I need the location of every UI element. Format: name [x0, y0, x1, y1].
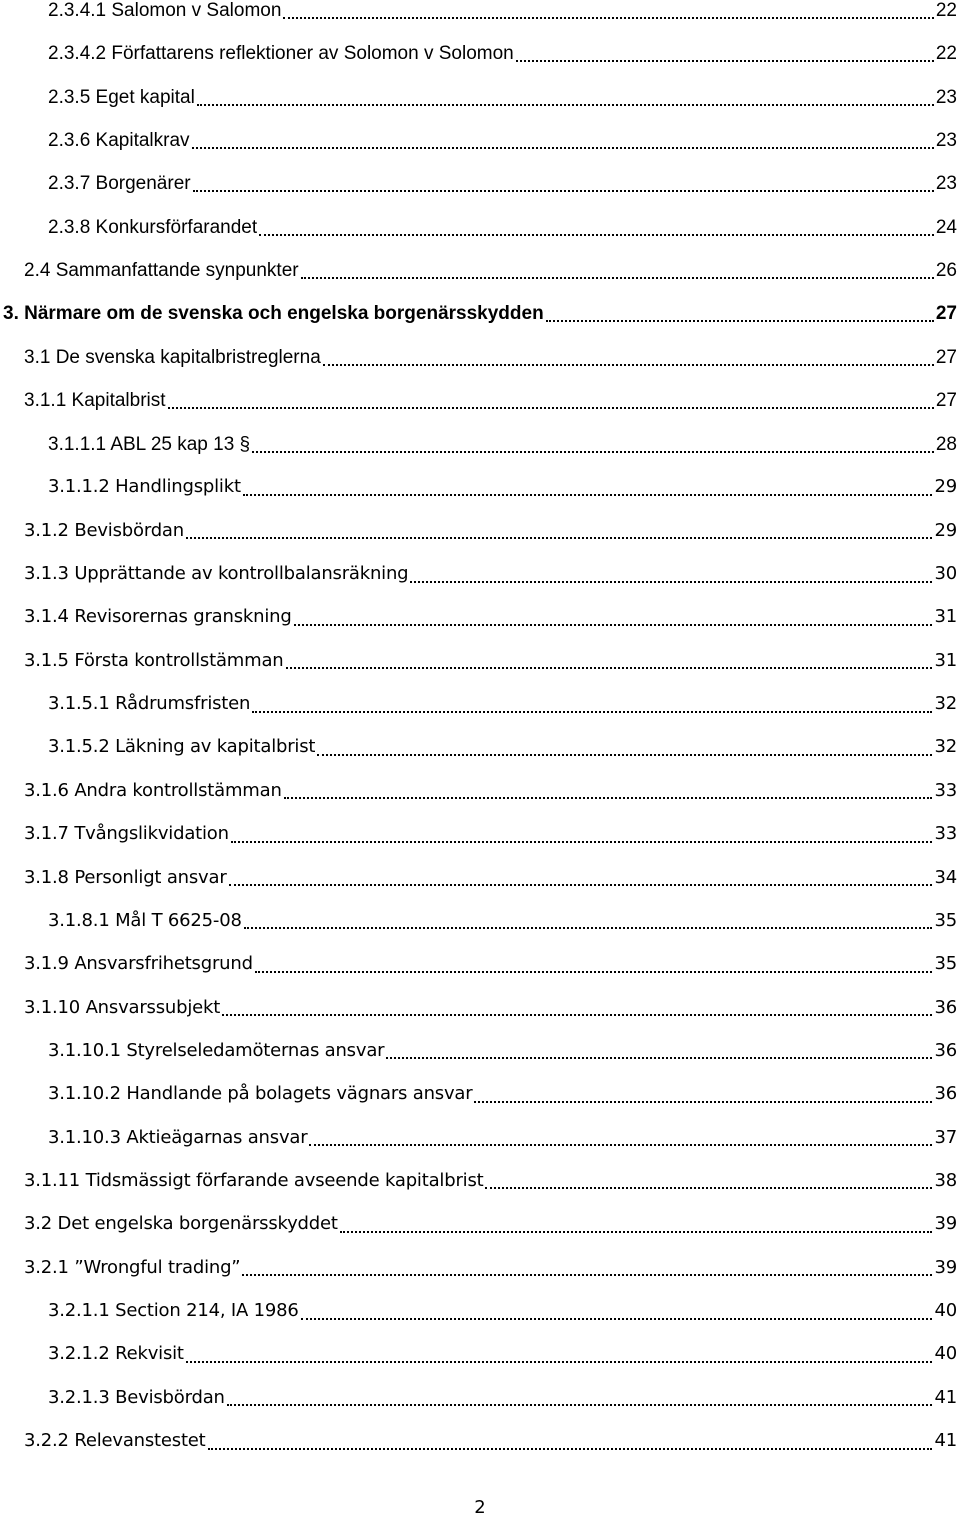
toc-entry[interactable] [48, 1073, 957, 1116]
toc-entry-page: 33 [934, 779, 957, 801]
toc-dot-leader [317, 726, 932, 769]
toc-dot-leader [229, 856, 933, 899]
toc-entry[interactable] [24, 553, 957, 596]
toc-entry-title: 3.1.7 Tvångslikvidation [24, 823, 229, 845]
toc-entry[interactable] [48, 119, 957, 162]
toc-entry-title: 2.3.4.1 Salomon v Salomon [48, 0, 282, 21]
toc-dot-leader [410, 553, 932, 596]
toc-dot-leader [222, 986, 932, 1029]
toc-entry-title: 3.1.1.1 ABL 25 kap 13 § [48, 433, 251, 455]
toc-entry[interactable] [48, 423, 957, 466]
toc-dot-leader [286, 639, 933, 682]
toc-entry-page: 29 [934, 519, 957, 541]
toc-entry[interactable] [48, 899, 957, 942]
toc-entry[interactable] [24, 1203, 957, 1246]
toc-entry-page: 24 [935, 216, 957, 238]
toc-entry-title: 3.1.9 Ansvarsfrihetsgrund [24, 953, 253, 975]
toc-dot-leader [197, 76, 934, 119]
toc-dot-leader [485, 1159, 932, 1202]
toc-entry[interactable] [24, 1159, 957, 1202]
toc-entry-page: 40 [934, 1343, 957, 1365]
toc-entry[interactable] [48, 76, 957, 119]
toc-entry-title: 3.1 De svenska kapitalbristreglerna [24, 346, 321, 368]
toc-entry-page: 33 [934, 823, 957, 845]
toc-entry-page: 29 [934, 476, 957, 498]
toc-entry[interactable] [48, 466, 957, 509]
toc-dot-leader [193, 162, 934, 205]
toc-entry-page: 32 [934, 693, 957, 715]
toc-entry[interactable] [48, 1333, 957, 1376]
toc-dot-leader [168, 379, 934, 422]
toc-entry[interactable] [24, 596, 957, 639]
toc-entry-page: 39 [934, 1256, 957, 1278]
toc-entry[interactable] [48, 32, 957, 75]
toc-dot-leader [252, 423, 934, 466]
toc-entry-title: 3.1.2 Bevisbördan [24, 519, 184, 541]
toc-entry[interactable] [48, 683, 957, 726]
toc-entry-title: 2.3.8 Konkursförfarandet [48, 216, 258, 238]
toc-dot-leader [244, 899, 933, 942]
toc-entry-page: 28 [935, 433, 957, 455]
toc-dot-leader [231, 813, 933, 856]
toc-entry[interactable] [24, 509, 957, 552]
toc-entry-page: 34 [934, 866, 957, 888]
toc-entry[interactable] [24, 986, 957, 1029]
toc-entry-title: 3.2.1.2 Rekvisit [48, 1343, 184, 1365]
toc-entry[interactable] [48, 0, 957, 32]
toc-entry-page: 37 [934, 1126, 957, 1148]
toc-entry[interactable] [24, 639, 957, 682]
toc-entry-title: 3.1.10.3 Aktieägarnas ansvar [48, 1126, 308, 1148]
toc-entry-title: 2.3.4.2 Författarens reflektioner av Solomon v Solomon [48, 43, 514, 65]
toc-dot-leader [186, 509, 933, 552]
toc-entry[interactable] [48, 1029, 957, 1072]
toc-entry[interactable] [24, 1420, 957, 1463]
toc-entry-page: 27 [935, 303, 957, 325]
toc-entry-title: 3.1.5.2 Läkning av kapitalbrist [48, 736, 316, 758]
toc-dot-leader [208, 1420, 933, 1463]
toc-entry-page: 36 [934, 1083, 957, 1105]
toc-dot-leader [227, 1376, 933, 1419]
toc-entry-page: 31 [934, 606, 957, 628]
toc-entry-title: 3.1.8 Personligt ansvar [24, 866, 227, 888]
toc-entry-title: 3.2.1 ”Wrongful trading” [24, 1256, 241, 1278]
toc-entry-title: 3.2.1.1 Section 214, IA 1986 [48, 1300, 299, 1321]
toc-entry-page: 31 [934, 649, 957, 671]
toc-entry-title: 2.3.6 Kapitalkrav [48, 130, 190, 152]
toc-entry-title: 3.1.3 Upprättande av kontrollbalansräkning [24, 563, 409, 585]
toc-entry[interactable] [48, 206, 957, 249]
toc-entry-page: 41 [934, 1386, 957, 1408]
toc-entry[interactable] [48, 726, 957, 769]
toc-entry-page: 38 [934, 1169, 957, 1191]
toc-dot-leader [255, 943, 933, 986]
toc-dot-leader [242, 1246, 932, 1289]
toc-entry-title: 3.1.1 Kapitalbrist [24, 390, 166, 412]
toc-entry[interactable] [24, 379, 957, 422]
toc-entry[interactable] [24, 856, 957, 899]
toc-dot-leader [386, 1029, 932, 1072]
toc-dot-leader [301, 1290, 933, 1333]
toc-entry-page: 40 [934, 1300, 957, 1321]
toc-entry-title: 2.4 Sammanfattande synpunkter [24, 260, 299, 282]
toc-dot-leader [474, 1073, 932, 1116]
toc-entry[interactable] [24, 336, 957, 379]
toc-entry-page: 35 [934, 909, 957, 931]
toc-entry-title: 3.1.11 Tidsmässigt förfarande avseende kapitalbrist [24, 1169, 484, 1191]
toc-dot-leader [283, 0, 933, 32]
toc-dot-leader [323, 336, 934, 379]
toc-entry-title: 3.1.10 Ansvarssubjekt [24, 996, 221, 1018]
toc-entry[interactable] [48, 1290, 957, 1333]
toc-entry-page: 36 [934, 996, 957, 1018]
toc-entry-title: 3.1.10.1 Styrelseledamöternas ansvar [48, 1039, 385, 1061]
toc-entry[interactable] [3, 292, 957, 335]
toc-entry-title: 3.1.1.2 Handlingsplikt [48, 476, 241, 498]
toc-entry-title: 3.1.8.1 Mål T 6625-08 [48, 909, 242, 931]
toc-entry-title: 3.1.5 Första kontrollstämman [24, 649, 284, 671]
toc-entry-page: 39 [934, 1213, 957, 1235]
toc-entry-title: 3.1.10.2 Handlande på bolagets vägnars ansvar [48, 1083, 473, 1105]
toc-entry-page: 36 [934, 1039, 957, 1061]
toc-dot-leader [516, 32, 934, 75]
toc-dot-leader [252, 683, 932, 726]
toc-dot-leader [186, 1333, 933, 1376]
toc-entry-page: 22 [935, 43, 957, 65]
toc-entry[interactable] [24, 769, 957, 812]
toc-dot-leader [284, 769, 933, 812]
toc-dot-leader [243, 466, 933, 509]
toc-entry-title: 3.1.6 Andra kontrollstämman [24, 779, 282, 801]
toc-entry-page: 27 [935, 346, 957, 368]
toc-dot-leader [309, 1116, 932, 1159]
toc-entry-page: 30 [934, 563, 957, 585]
toc-entry-page: 32 [934, 736, 957, 758]
toc-entry[interactable] [24, 249, 957, 292]
toc-entry[interactable] [24, 813, 957, 856]
toc-entry-title: 3.2.2 Relevanstestet [24, 1430, 206, 1452]
toc-entry-title: 3.2 Det engelska borgenärsskyddet [24, 1213, 338, 1235]
toc-dot-leader [340, 1203, 933, 1246]
toc-entry-page: 23 [935, 173, 957, 195]
toc-entry[interactable] [24, 943, 957, 986]
toc-entry-page: 23 [935, 86, 957, 108]
toc-dot-leader [259, 206, 934, 249]
toc-dot-leader [546, 292, 934, 335]
toc-entry-title: 3.1.4 Revisorernas granskning [24, 606, 292, 628]
page-number: 2 [474, 1497, 486, 1518]
toc-entry-page: 41 [934, 1430, 957, 1452]
toc-entry[interactable] [48, 162, 957, 205]
toc-dot-leader [294, 596, 933, 639]
toc-entry-page: 35 [934, 953, 957, 975]
toc-entry-page: 26 [935, 260, 957, 282]
toc-entry[interactable] [48, 1116, 957, 1159]
toc-entry-page: 23 [935, 130, 957, 152]
toc-dot-leader [301, 249, 934, 292]
toc-entry-title: 3. Närmare om de svenska och engelska borgenärsskydden [3, 303, 544, 325]
toc-entry-page: 22 [935, 0, 957, 21]
toc-entry-title: 3.1.5.1 Rådrumsfristen [48, 693, 251, 715]
toc-entry-page: 27 [935, 390, 957, 412]
toc-entry[interactable] [24, 1246, 957, 1289]
toc-entry-title: 3.2.1.3 Bevisbördan [48, 1386, 225, 1408]
toc-entry-title: 2.3.7 Borgenärer [48, 173, 191, 195]
toc-dot-leader [192, 119, 934, 162]
toc-entry[interactable] [48, 1376, 957, 1419]
toc-entry-title: 2.3.5 Eget kapital [48, 86, 195, 108]
